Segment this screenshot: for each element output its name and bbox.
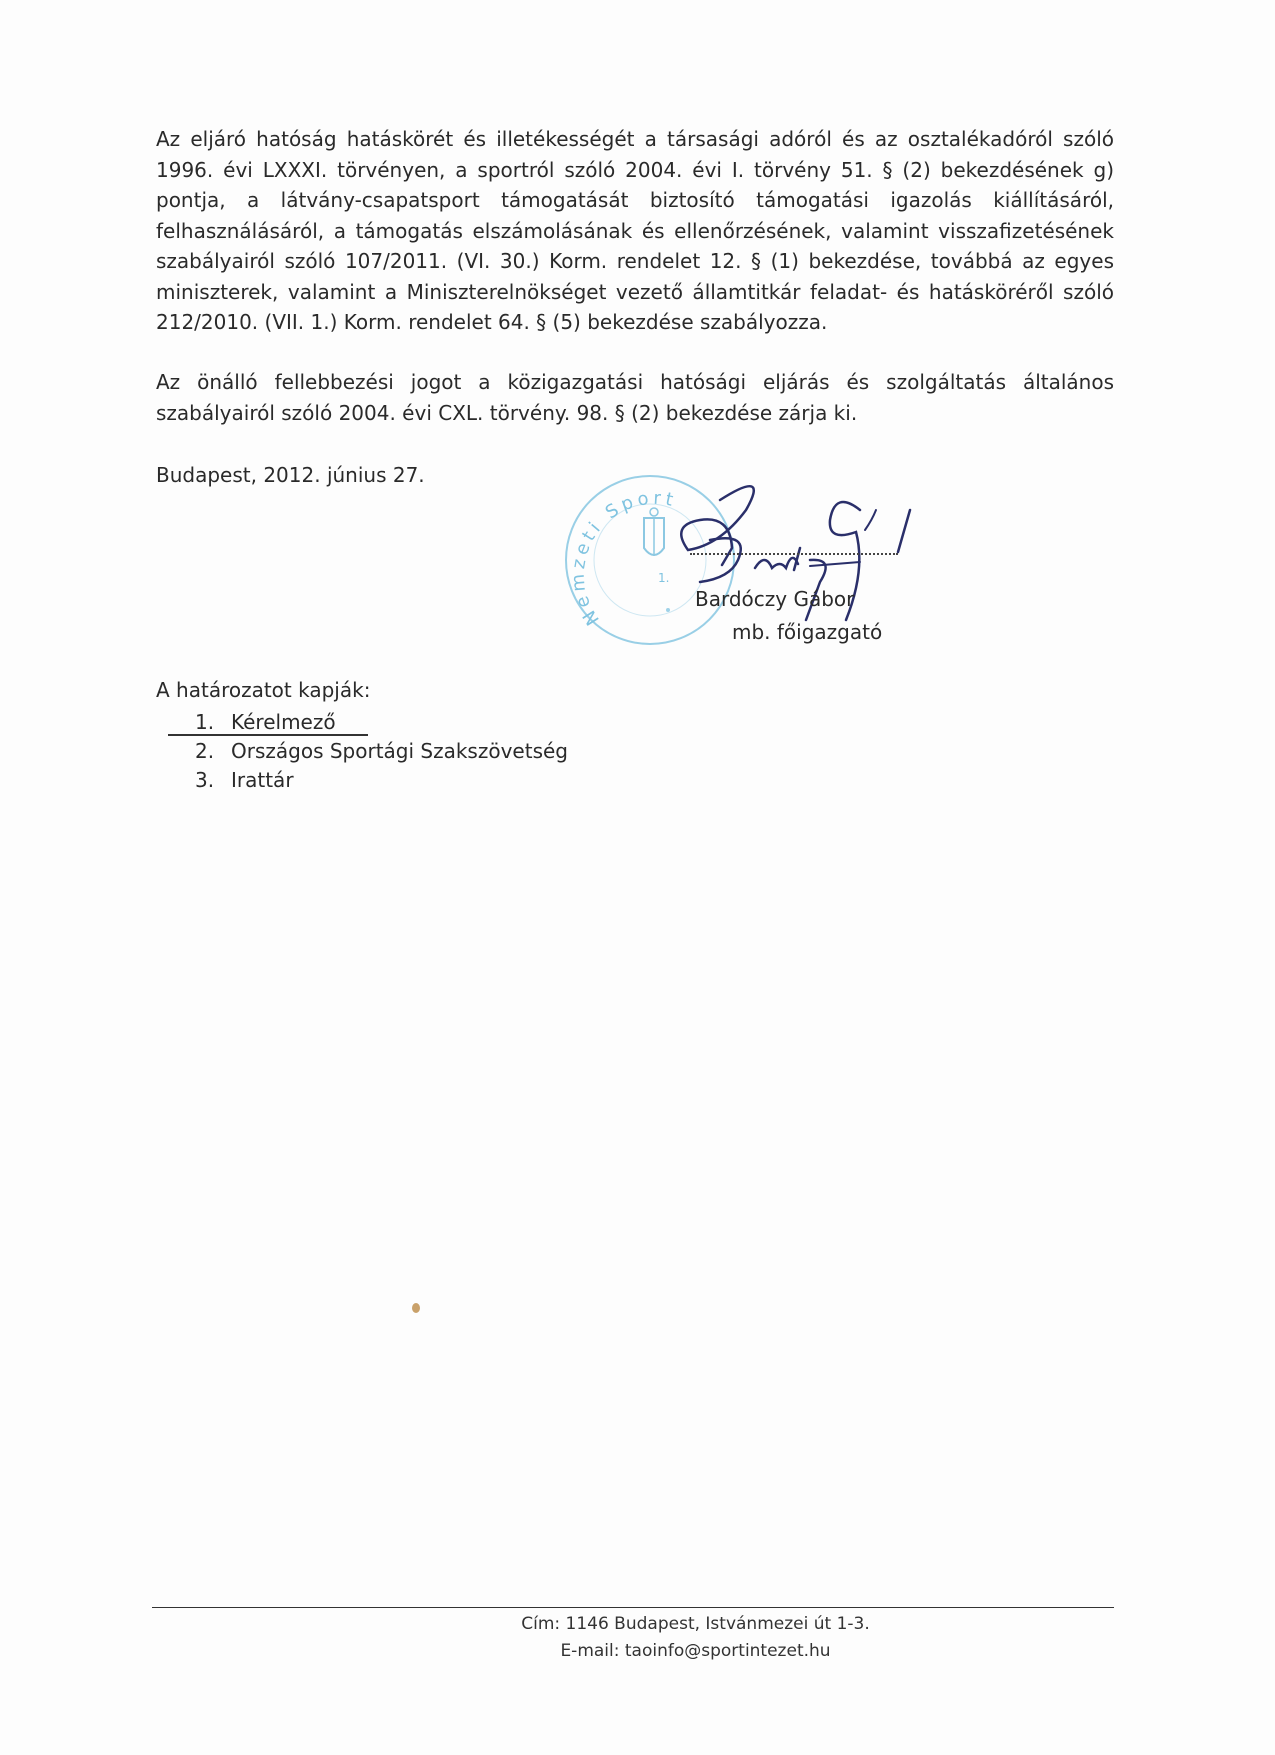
appeal-paragraph: Az önálló fellebbezési jogot a közigazgatási hatósági eljárás és szolgáltatás általános szabályairól szóló 2004. évi CXL. törvény. 98. § (2) bekezdése zárja ki. bbox=[156, 370, 1114, 425]
svg-text:1.: 1. bbox=[658, 571, 670, 585]
recipient-label: Irattár bbox=[231, 768, 294, 792]
recipient-number: 3. bbox=[195, 768, 215, 792]
place-and-date: Budapest, 2012. június 27. bbox=[156, 463, 425, 487]
signatory-title: mb. főigazgató bbox=[732, 620, 883, 644]
footer-email: E-mail: taoinfo@sportintezet.hu bbox=[560, 1641, 831, 1661]
recipient-number: 2. bbox=[195, 739, 215, 763]
recipient-label: Kérelmező bbox=[231, 710, 336, 734]
svg-text:Nemzeti Sport: Nemzeti Sport bbox=[567, 487, 679, 629]
recipients-list bbox=[195, 708, 568, 795]
recipient-item bbox=[195, 708, 568, 737]
recipient-underline bbox=[168, 734, 368, 736]
signature-dotted-line bbox=[690, 553, 898, 555]
signatory-name: Bardóczy Gábor bbox=[695, 587, 855, 611]
footer-divider bbox=[152, 1607, 1114, 1608]
recipient-item bbox=[195, 737, 568, 766]
recipient-label: Országos Sportági Szakszövetség bbox=[231, 739, 568, 763]
recipient-item bbox=[195, 766, 568, 795]
recipient-number: 1. bbox=[195, 710, 215, 734]
legal-basis-paragraph: Az eljáró hatóság hatáskörét és illetékességét a társasági adóról és az osztalékadóról szóló 1996. évi LXXXI. törvényen, a sportról szóló 2004. évi I. törvény 51. § (2) bekezdésének g) pontja, a látvány-csapatsport támogatását biztosító támogatási igazolás kiállításáról, felhasználásáról, a támogatás elszámolásának és ellenőrzésének, valamint visszafizetésének szabályairól szóló 107/2011. (VI. 30.) Korm. rendelet 12. § (1) bekezdése, továbbá az egyes miniszterek, valamint a Miniszterelnökséget vezető államtitkár feladat- és hatásköréről szóló 212/2010. (VII. 1.) Korm. rendelet 64. § (5) bekezdése szabályozza. bbox=[156, 127, 1114, 334]
recipients-heading: A határozatot kapják: bbox=[156, 678, 371, 702]
footer-address: Cím: 1146 Budapest, Istvánmezei út 1-3. bbox=[521, 1614, 870, 1634]
paper-speck bbox=[412, 1303, 420, 1313]
